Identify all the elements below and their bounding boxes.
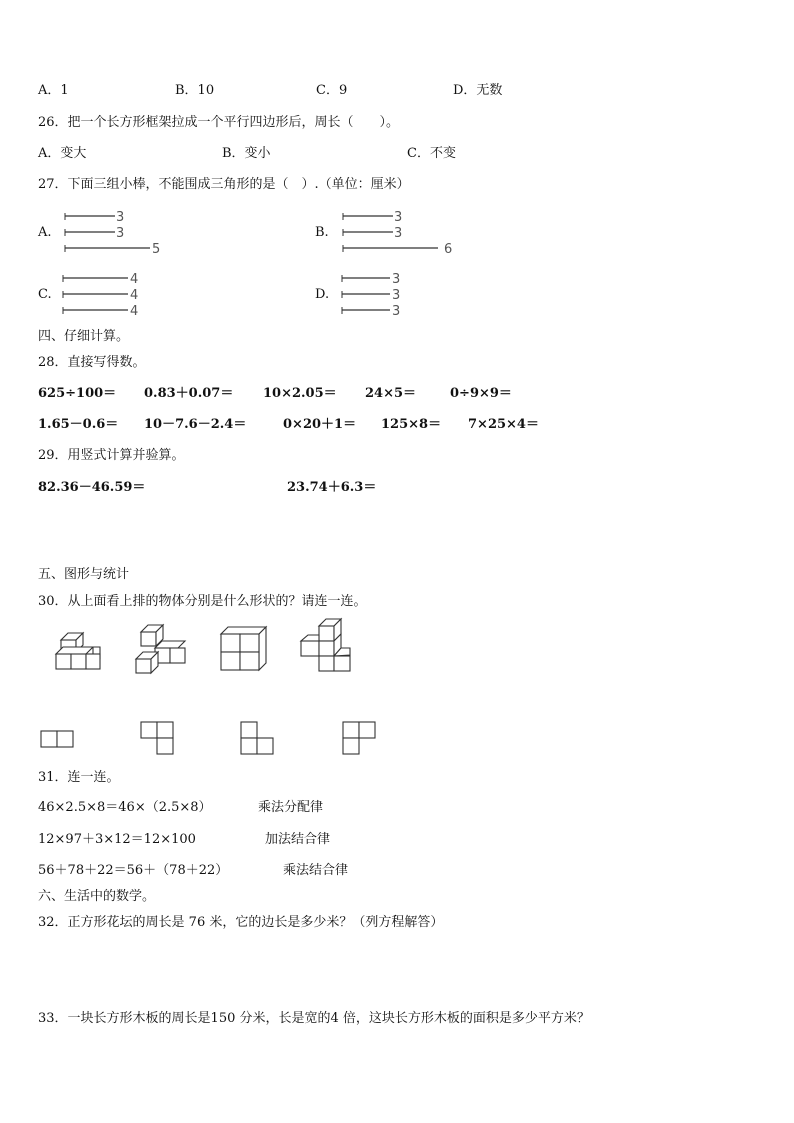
stick-length-label: 4: [130, 272, 139, 287]
q32-question: 32．正方形花坛的周长是 76 米，它的边长是多少米？（列方程解答）: [38, 915, 444, 930]
q28-expression: 0.83＋0.07＝: [144, 386, 234, 401]
q29-question: 29．用竖式计算并验算。: [38, 448, 185, 463]
q31-left-item: 56＋78＋22＝56＋（78＋22）: [38, 863, 229, 878]
q31-left-item: 46×2.5×8＝46×（2.5×8）: [38, 800, 212, 815]
q28-expression: 1.65－0.6＝: [38, 417, 119, 432]
q29-expression-1: 82.36－46.59＝: [38, 480, 146, 495]
q27-sticks-d: [337, 270, 417, 320]
q27-option-c-label: C.: [38, 287, 52, 302]
q28-expression: 10×2.05＝: [263, 386, 337, 401]
stick-length-label: 3: [392, 304, 401, 319]
top-view-shape-3: [240, 721, 276, 757]
stick-length-label: 5: [152, 242, 161, 257]
section-5-title: 五、图形与统计: [38, 567, 130, 582]
section-6-title: 六、生活中的数学。: [38, 889, 156, 904]
q26-option-b: B．变小: [222, 146, 271, 161]
stick-length-label: 4: [130, 304, 139, 319]
q25-option-d: D．无数: [453, 83, 503, 98]
cube-figure-1: [55, 632, 105, 674]
q29-expression-2: 23.74＋6.3＝: [287, 480, 377, 495]
q26-question: 26．把一个长方形框架拉成一个平行四边形后，周长（ ）。: [38, 115, 400, 130]
q28-expression: 0÷9×9＝: [450, 386, 512, 401]
q25-option-a: A．1: [38, 83, 69, 98]
q28-expression: 7×25×4＝: [468, 417, 539, 432]
q28-expression: 625÷100＝: [38, 386, 117, 401]
q27-sticks-a: [60, 208, 170, 258]
q27-question: 27．下面三组小棒，不能围成三角形的是（ ）.（单位：厘米）: [38, 177, 410, 192]
q27-sticks-b: [338, 208, 468, 258]
stick-length-label: 3: [392, 288, 401, 303]
stick-length-label: 6: [444, 242, 453, 257]
q27-option-a-label: A.: [38, 225, 52, 240]
stick-length-label: 4: [130, 288, 139, 303]
q25-option-c: C．9: [316, 83, 348, 98]
stick-length-label: 3: [116, 226, 125, 241]
q26-option-c: C．不变: [407, 146, 456, 161]
section-4-title: 四、仔细计算。: [38, 329, 130, 344]
q26-option-a: A．变大: [38, 146, 87, 161]
top-view-shape-1: [40, 730, 76, 750]
q27-sticks-c: [58, 270, 158, 320]
cube-figure-2: [135, 624, 190, 674]
q28-expression: 125×8＝: [381, 417, 442, 432]
q28-expression: 0×20＋1＝: [283, 417, 357, 432]
q28-expression: 10－7.6－2.4＝: [144, 417, 247, 432]
q31-left-item: 12×97＋3×12＝12×100: [38, 832, 196, 847]
q27-option-b-label: B.: [315, 225, 329, 240]
q28-expression: 24×5＝: [365, 386, 417, 401]
q27-option-d-label: D.: [315, 287, 330, 302]
q31-right-item: 乘法结合律: [283, 863, 349, 878]
stick-length-label: 3: [116, 210, 125, 225]
q31-right-item: 加法结合律: [265, 832, 331, 847]
stick-length-label: 3: [392, 272, 401, 287]
stick-length-label: 3: [394, 226, 403, 241]
top-view-shape-2: [140, 721, 176, 757]
stick-length-label: 3: [394, 210, 403, 225]
top-view-shape-4: [342, 721, 378, 757]
q31-question: 31．连一连。: [38, 770, 120, 785]
q33-question: 33．一块长方形木板的周长是150 分米，长是宽的4 倍，这块长方形木板的面积是多少平方米？: [38, 1011, 590, 1026]
cube-figure-3: [220, 626, 270, 672]
q28-question: 28．直接写得数。: [38, 355, 146, 370]
q25-option-b: B．10: [175, 83, 215, 98]
q30-question: 30．从上面看上排的物体分别是什么形状的？请连一连。: [38, 594, 367, 609]
q31-right-item: 乘法分配律: [258, 800, 324, 815]
cube-figure-4: [300, 618, 355, 672]
